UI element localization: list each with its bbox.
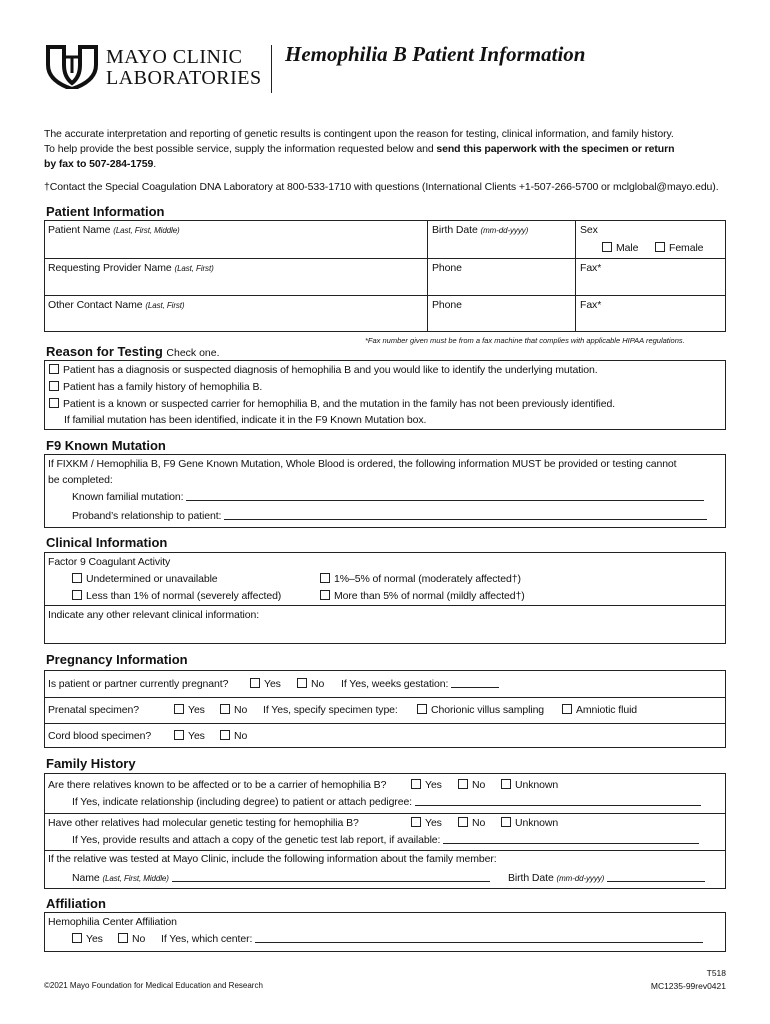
f9-instructions-1: If FIXKM / Hemophilia B, F9 Gene Known Mutation, Whole Blood is ordered, the following information MUST be provided or testing cannot <box>48 458 677 470</box>
reason-option-2[interactable] <box>49 381 262 393</box>
test-results-blank[interactable] <box>443 834 699 844</box>
reason-3-label: Patient is a known or suspected carrier for hemophilia B, and the mutation in the family has not been previously identified. <box>63 398 615 410</box>
patient-name-hint: (Last, First, Middle) <box>113 226 180 235</box>
proband-blank[interactable] <box>224 510 707 520</box>
pedigree-blank[interactable] <box>415 796 701 806</box>
relatives-unknown-checkbox[interactable] <box>501 779 511 789</box>
pregnant-yes-checkbox[interactable] <box>250 678 260 688</box>
fax-number: by fax to 507-284-1759 <box>44 158 154 170</box>
relatives-no-checkbox[interactable] <box>458 779 468 789</box>
mayo-logo <box>44 43 100 89</box>
pedigree-field[interactable] <box>72 796 701 808</box>
amnio-label: Amniotic fluid <box>576 704 638 716</box>
other-contact-label: Other Contact Name <box>48 299 143 311</box>
factor-option-mild[interactable] <box>320 590 525 602</box>
patient-name-field[interactable] <box>48 224 180 236</box>
mild-label: More than 5% of normal (mildly affected†) <box>334 590 525 602</box>
relatives-unknown[interactable] <box>501 779 558 791</box>
amnio-checkbox[interactable] <box>562 704 572 714</box>
intro-line3-end: . <box>153 158 157 170</box>
testing-unknown[interactable] <box>501 817 558 829</box>
family-member-name-field[interactable] <box>72 872 490 884</box>
factor-option-undetermined[interactable] <box>72 573 218 585</box>
sex-label: Sex <box>580 224 598 236</box>
family-name-blank[interactable] <box>172 872 490 882</box>
provider-phone-field[interactable]: Phone <box>432 262 462 274</box>
page-title: Hemophilia B Patient Information <box>285 42 586 66</box>
revision-code: MC1235-99rev0421 <box>650 981 726 991</box>
form-code: T518 <box>706 968 726 978</box>
intro-line2a: To help provide the best possible service, supply the information requested below and <box>44 143 437 155</box>
relatives-no[interactable] <box>458 779 485 791</box>
divider <box>575 220 576 332</box>
known-mutation-field[interactable] <box>72 491 704 503</box>
prenatal-yes[interactable] <box>174 704 205 716</box>
relatives-no-label: No <box>472 779 486 791</box>
specimen-type-label: If Yes, specify specimen type: <box>263 704 398 716</box>
cord-no-checkbox[interactable] <box>220 730 230 740</box>
f9-instructions-2: be completed: <box>48 474 113 486</box>
center-affiliation-label: Hemophilia Center Affiliation <box>48 916 177 928</box>
relatives-yes-checkbox[interactable] <box>411 779 421 789</box>
divider <box>44 723 726 724</box>
severe-checkbox[interactable] <box>72 590 82 600</box>
fax-note: *Fax number given must be from a fax machine that complies with applicable HIPAA regulations. <box>365 336 685 345</box>
prenatal-label: Prenatal specimen? <box>48 704 140 716</box>
cord-no-label: No <box>234 730 248 742</box>
testing-yes-label: Yes <box>425 817 442 829</box>
relatives-unknown-label: Unknown <box>515 779 559 791</box>
intro-line2b: send this paperwork with the specimen or return <box>436 143 675 155</box>
provider-name-label: Requesting Provider Name <box>48 262 172 274</box>
factor-option-moderate[interactable] <box>320 573 521 585</box>
cord-yes-checkbox[interactable] <box>174 730 184 740</box>
factor-9-label: Factor 9 Coagulant Activity <box>48 556 171 568</box>
pedigree-label: If Yes, indicate relationship (including degree) to patient or attach pedigree: <box>72 796 412 808</box>
which-center-label: If Yes, which center: <box>161 933 253 945</box>
family-dob-hint: (mm-dd-yyyy) <box>556 874 605 883</box>
weeks-gestation-blank[interactable] <box>451 678 499 688</box>
cord-yes[interactable] <box>174 730 205 742</box>
divider <box>44 813 726 814</box>
copyright: ©2021 Mayo Foundation for Medical Education and Research <box>44 981 263 990</box>
testing-no-checkbox[interactable] <box>458 817 468 827</box>
female-option[interactable] <box>655 242 703 254</box>
proband-field[interactable] <box>72 510 707 522</box>
other-contact-field[interactable] <box>48 299 184 311</box>
moderate-label: 1%–5% of normal (moderately affected†) <box>334 573 521 585</box>
reason-2-label: Patient has a family history of hemophilia B. <box>63 381 263 393</box>
relatives-yes[interactable] <box>411 779 442 791</box>
f9-heading: F9 Known Mutation <box>46 438 166 453</box>
pregnant-no[interactable] <box>297 678 324 690</box>
male-checkbox[interactable] <box>602 242 612 252</box>
amnio-option[interactable] <box>562 704 637 716</box>
pregnant-yes[interactable] <box>250 678 281 690</box>
provider-name-field[interactable] <box>48 262 214 274</box>
other-clinical-field[interactable]: Indicate any other relevant clinical information: <box>48 609 260 621</box>
prenatal-no[interactable] <box>220 704 247 716</box>
other-contact-hint: (Last, First) <box>145 301 185 310</box>
birth-date-field[interactable] <box>432 224 528 236</box>
female-checkbox[interactable] <box>655 242 665 252</box>
cord-yes-label: Yes <box>188 730 205 742</box>
family-heading: Family History <box>46 756 136 771</box>
pregnant-no-checkbox[interactable] <box>297 678 307 688</box>
intro-line1: The accurate interpretation and reporting of genetic results is contingent upon the reason for testing, clinical information, and family history. <box>44 128 674 140</box>
prenatal-no-label: No <box>234 704 248 716</box>
reason-1-checkbox[interactable] <box>49 364 59 374</box>
patient-info-box <box>44 220 726 332</box>
reason-subtitle: Check one. <box>166 347 220 359</box>
prenatal-no-checkbox[interactable] <box>220 704 230 714</box>
undetermined-label: Undetermined or unavailable <box>86 573 218 585</box>
weeks-gestation-field[interactable] <box>341 678 499 690</box>
clinical-heading: Clinical Information <box>46 535 168 550</box>
molecular-testing-label: Have other relatives had molecular genetic testing for hemophilia B? <box>48 817 359 829</box>
other-phone-field[interactable]: Phone <box>432 299 462 311</box>
reason-2-checkbox[interactable] <box>49 381 59 391</box>
header-divider <box>271 45 272 93</box>
testing-yes[interactable] <box>411 817 442 829</box>
family-member-dob-field[interactable] <box>508 872 705 884</box>
divider <box>44 295 726 296</box>
testing-unknown-checkbox[interactable] <box>501 817 511 827</box>
divider <box>44 850 726 851</box>
prenatal-yes-label: Yes <box>188 704 205 716</box>
testing-yes-checkbox[interactable] <box>411 817 421 827</box>
mayo-shield-icon <box>44 43 100 89</box>
provider-name-hint: (Last, First) <box>174 264 214 273</box>
factor-option-severe[interactable] <box>72 590 281 602</box>
divider <box>44 605 726 606</box>
affiliation-yes-label: Yes <box>86 933 103 945</box>
logo-text-line2: LABORATORIES <box>106 67 262 89</box>
relatives-yes-label: Yes <box>425 779 442 791</box>
reason-option-3[interactable] <box>49 398 615 410</box>
test-results-field[interactable] <box>72 834 699 846</box>
cord-no[interactable] <box>220 730 247 742</box>
mayo-tested-label: If the relative was tested at Mayo Clinic, include the following information about the family member: <box>48 853 497 865</box>
affiliation-no-label: No <box>132 933 146 945</box>
testing-no-label: No <box>472 817 486 829</box>
pregnant-no-label: No <box>311 678 325 690</box>
weeks-gestation-label: If Yes, weeks gestation: <box>341 678 449 690</box>
testing-no[interactable] <box>458 817 485 829</box>
reason-title: Reason for Testing <box>46 344 163 359</box>
family-name-hint: (Last, First, Middle) <box>102 874 169 883</box>
prenatal-yes-checkbox[interactable] <box>174 704 184 714</box>
pregnancy-heading: Pregnancy Information <box>46 652 188 667</box>
other-fax-field[interactable]: Fax* <box>580 299 602 311</box>
affiliation-no-checkbox[interactable] <box>118 933 128 943</box>
cvs-checkbox[interactable] <box>417 704 427 714</box>
test-results-label: If Yes, provide results and attach a copy of the genetic test lab report, if available: <box>72 834 441 846</box>
family-dob-label: Birth Date <box>508 872 554 884</box>
cvs-label: Chorionic villus sampling <box>431 704 545 716</box>
which-center-blank[interactable] <box>255 933 703 943</box>
reason-option-3-note: If familial mutation has been identified, indicate it in the F9 Known Mutation box. <box>64 414 427 426</box>
which-center-field[interactable] <box>161 933 703 945</box>
male-option[interactable] <box>602 242 638 254</box>
female-label: Female <box>669 242 704 254</box>
birth-date-label: Birth Date <box>432 224 478 236</box>
intro-line2 <box>44 143 674 155</box>
cvs-option[interactable] <box>417 704 544 716</box>
currently-pregnant-label: Is patient or partner currently pregnant? <box>48 678 229 690</box>
birth-date-hint: (mm-dd-yyyy) <box>480 226 529 235</box>
divider <box>427 220 428 332</box>
patient-info-heading: Patient Information <box>46 204 165 219</box>
provider-fax-field[interactable]: Fax* <box>580 262 602 274</box>
moderate-checkbox[interactable] <box>320 573 330 583</box>
testing-unknown-label: Unknown <box>515 817 559 829</box>
divider <box>44 697 726 698</box>
contact-line: †Contact the Special Coagulation DNA Laboratory at 800-533-1710 with questions (International Clients +1-507-266-5700 or mclglobal@mayo.edu). <box>44 181 719 193</box>
severe-label: Less than 1% of normal (severely affected) <box>86 590 282 602</box>
known-mutation-blank[interactable] <box>186 491 704 501</box>
undetermined-checkbox[interactable] <box>72 573 82 583</box>
relatives-affected-label: Are there relatives known to be affected or to be a carrier of hemophilia B? <box>48 779 387 791</box>
affiliation-heading: Affiliation <box>46 896 106 911</box>
reason-3-checkbox[interactable] <box>49 398 59 408</box>
affiliation-no[interactable] <box>118 933 145 945</box>
family-name-label: Name <box>72 872 100 884</box>
divider <box>44 258 726 259</box>
affiliation-yes-checkbox[interactable] <box>72 933 82 943</box>
cord-blood-label: Cord blood specimen? <box>48 730 152 742</box>
male-label: Male <box>616 242 639 254</box>
intro-line3 <box>44 158 156 170</box>
proband-label: Proband’s relationship to patient: <box>72 510 222 522</box>
reason-heading <box>46 344 220 359</box>
pregnant-yes-label: Yes <box>264 678 281 690</box>
affiliation-yes[interactable] <box>72 933 103 945</box>
reason-option-1[interactable] <box>49 364 598 376</box>
mild-checkbox[interactable] <box>320 590 330 600</box>
known-mutation-label: Known familial mutation: <box>72 491 184 503</box>
reason-1-label: Patient has a diagnosis or suspected diagnosis of hemophilia B and you would like to identify the underlying mutation. <box>63 364 598 376</box>
patient-name-label: Patient Name <box>48 224 111 236</box>
logo-text-line1: MAYO CLINIC <box>106 46 243 68</box>
family-dob-blank[interactable] <box>607 872 705 882</box>
